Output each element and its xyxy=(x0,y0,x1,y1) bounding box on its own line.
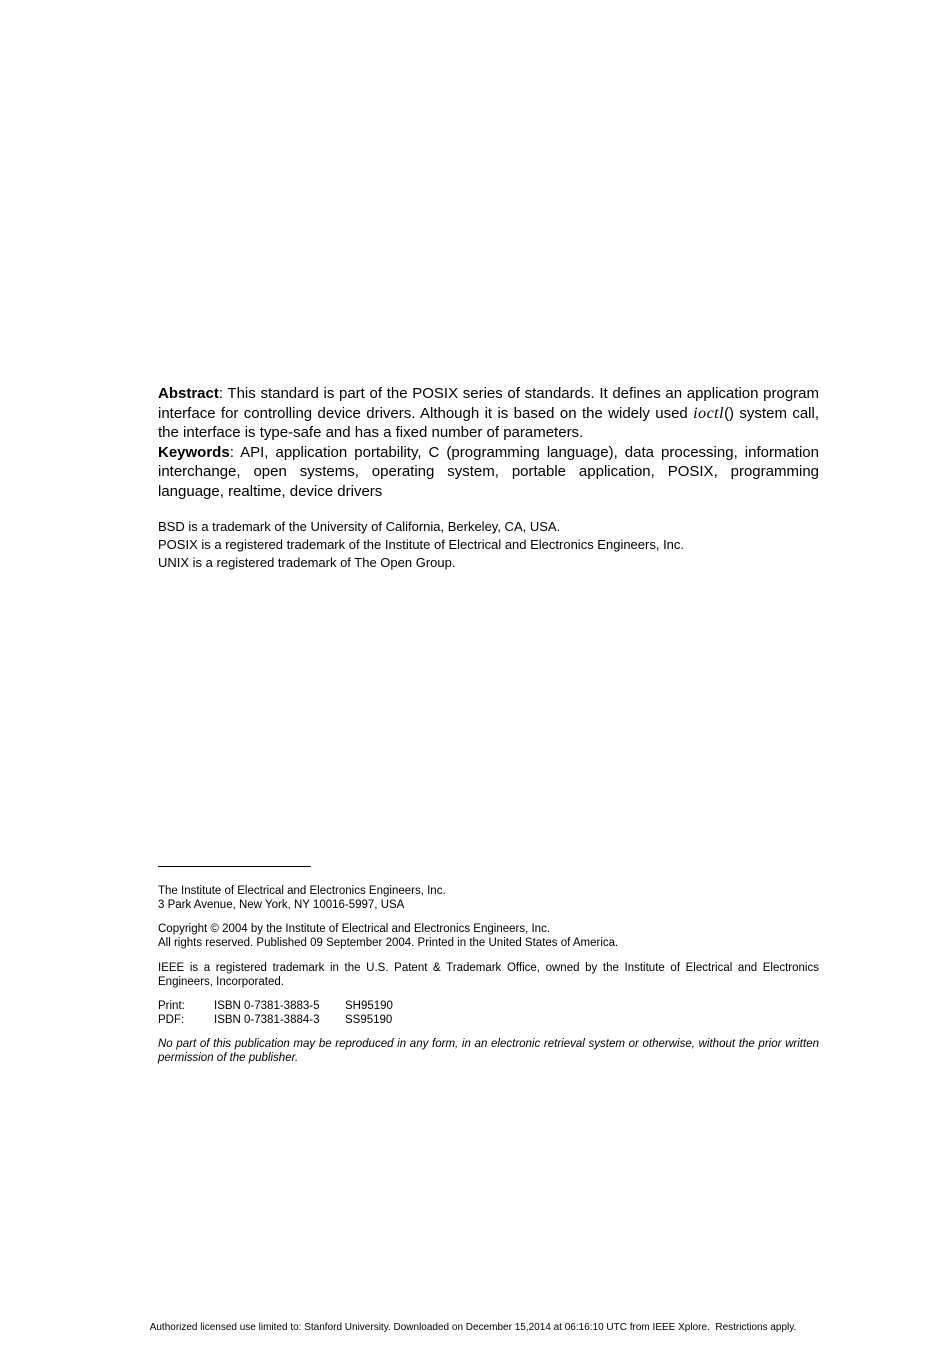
abstract-label: Abstract xyxy=(158,385,219,402)
ieee-trademark-notice: IEEE is a registered trademark in the U.S. Patent & Trademark Office, owned by the Institute of Electrical and Electronics Engineers, Incorporated. xyxy=(158,962,819,988)
isbn-row-print xyxy=(158,1000,819,1014)
keywords-label: Keywords xyxy=(158,443,230,461)
trademark-notices xyxy=(158,518,819,572)
publisher-address: 3 Park Avenue, New York, NY 10016-5997, USA xyxy=(158,898,405,911)
trademark-bsd: BSD is a trademark of the University of California, Berkeley, CA, USA. xyxy=(158,519,561,534)
isbn-format: PDF: xyxy=(158,1013,185,1026)
isbn-number: ISBN 0-7381-3884-3 xyxy=(214,1013,320,1026)
keywords-text: : API, application portability, C (programming language), data processing, information interchange, open systems, operating system, portable application, POSIX, programming language, realtime, device drivers xyxy=(158,443,819,500)
isbn-code: SS95190 xyxy=(345,1013,393,1026)
trademark-unix: UNIX is a registered trademark of The Open Group. xyxy=(158,555,456,570)
keywords-paragraph xyxy=(158,443,819,502)
copyright-info xyxy=(158,923,819,950)
abstract-text-after: system call, the interface is type-safe and has a fixed number of parameters. xyxy=(158,404,819,441)
copyright-line-1: Copyright © 2004 by the Institute of Electrical and Electronics Engineers, Inc. xyxy=(158,923,551,935)
abstract-paragraph xyxy=(158,384,819,443)
abstract-text-before: : This standard is part of the POSIX series of standards. It defines an application program interface for controlling device drivers. Although it is based on the widely used xyxy=(158,385,819,422)
license-footer: Authorized licensed use limited to: Stanford University. Downloaded on December 15,2014 at 06:16:10 UTC from IEEE Xplore. Restrictions apply. xyxy=(149,1322,797,1333)
isbn-format: Print: xyxy=(158,1000,185,1012)
isbn-row-pdf xyxy=(158,1014,819,1028)
isbn-code: SH95190 xyxy=(345,1000,393,1012)
reproduction-notice: No part of this publication may be reproduced in any form, in an electronic retrieval system or otherwise, without the prior written permission of the publisher. xyxy=(158,1038,819,1064)
ioctl-parens: () xyxy=(724,404,735,422)
ioctl-function-name: ioctl xyxy=(693,404,725,422)
isbn-number: ISBN 0-7381-3883-5 xyxy=(214,1000,320,1012)
isbn-list xyxy=(158,1000,819,1027)
publisher-info xyxy=(158,885,819,912)
footnote-divider xyxy=(158,866,311,867)
publisher-name: The Institute of Electrical and Electronics Engineers, Inc. xyxy=(158,885,446,897)
copyright-line-2: All rights reserved. Published 09 September 2004. Printed in the United States of America. xyxy=(158,936,619,949)
abstract-section xyxy=(158,384,819,501)
trademark-posix: POSIX is a registered trademark of the Institute of Electrical and Electronics Engineers, Inc. xyxy=(158,537,685,552)
